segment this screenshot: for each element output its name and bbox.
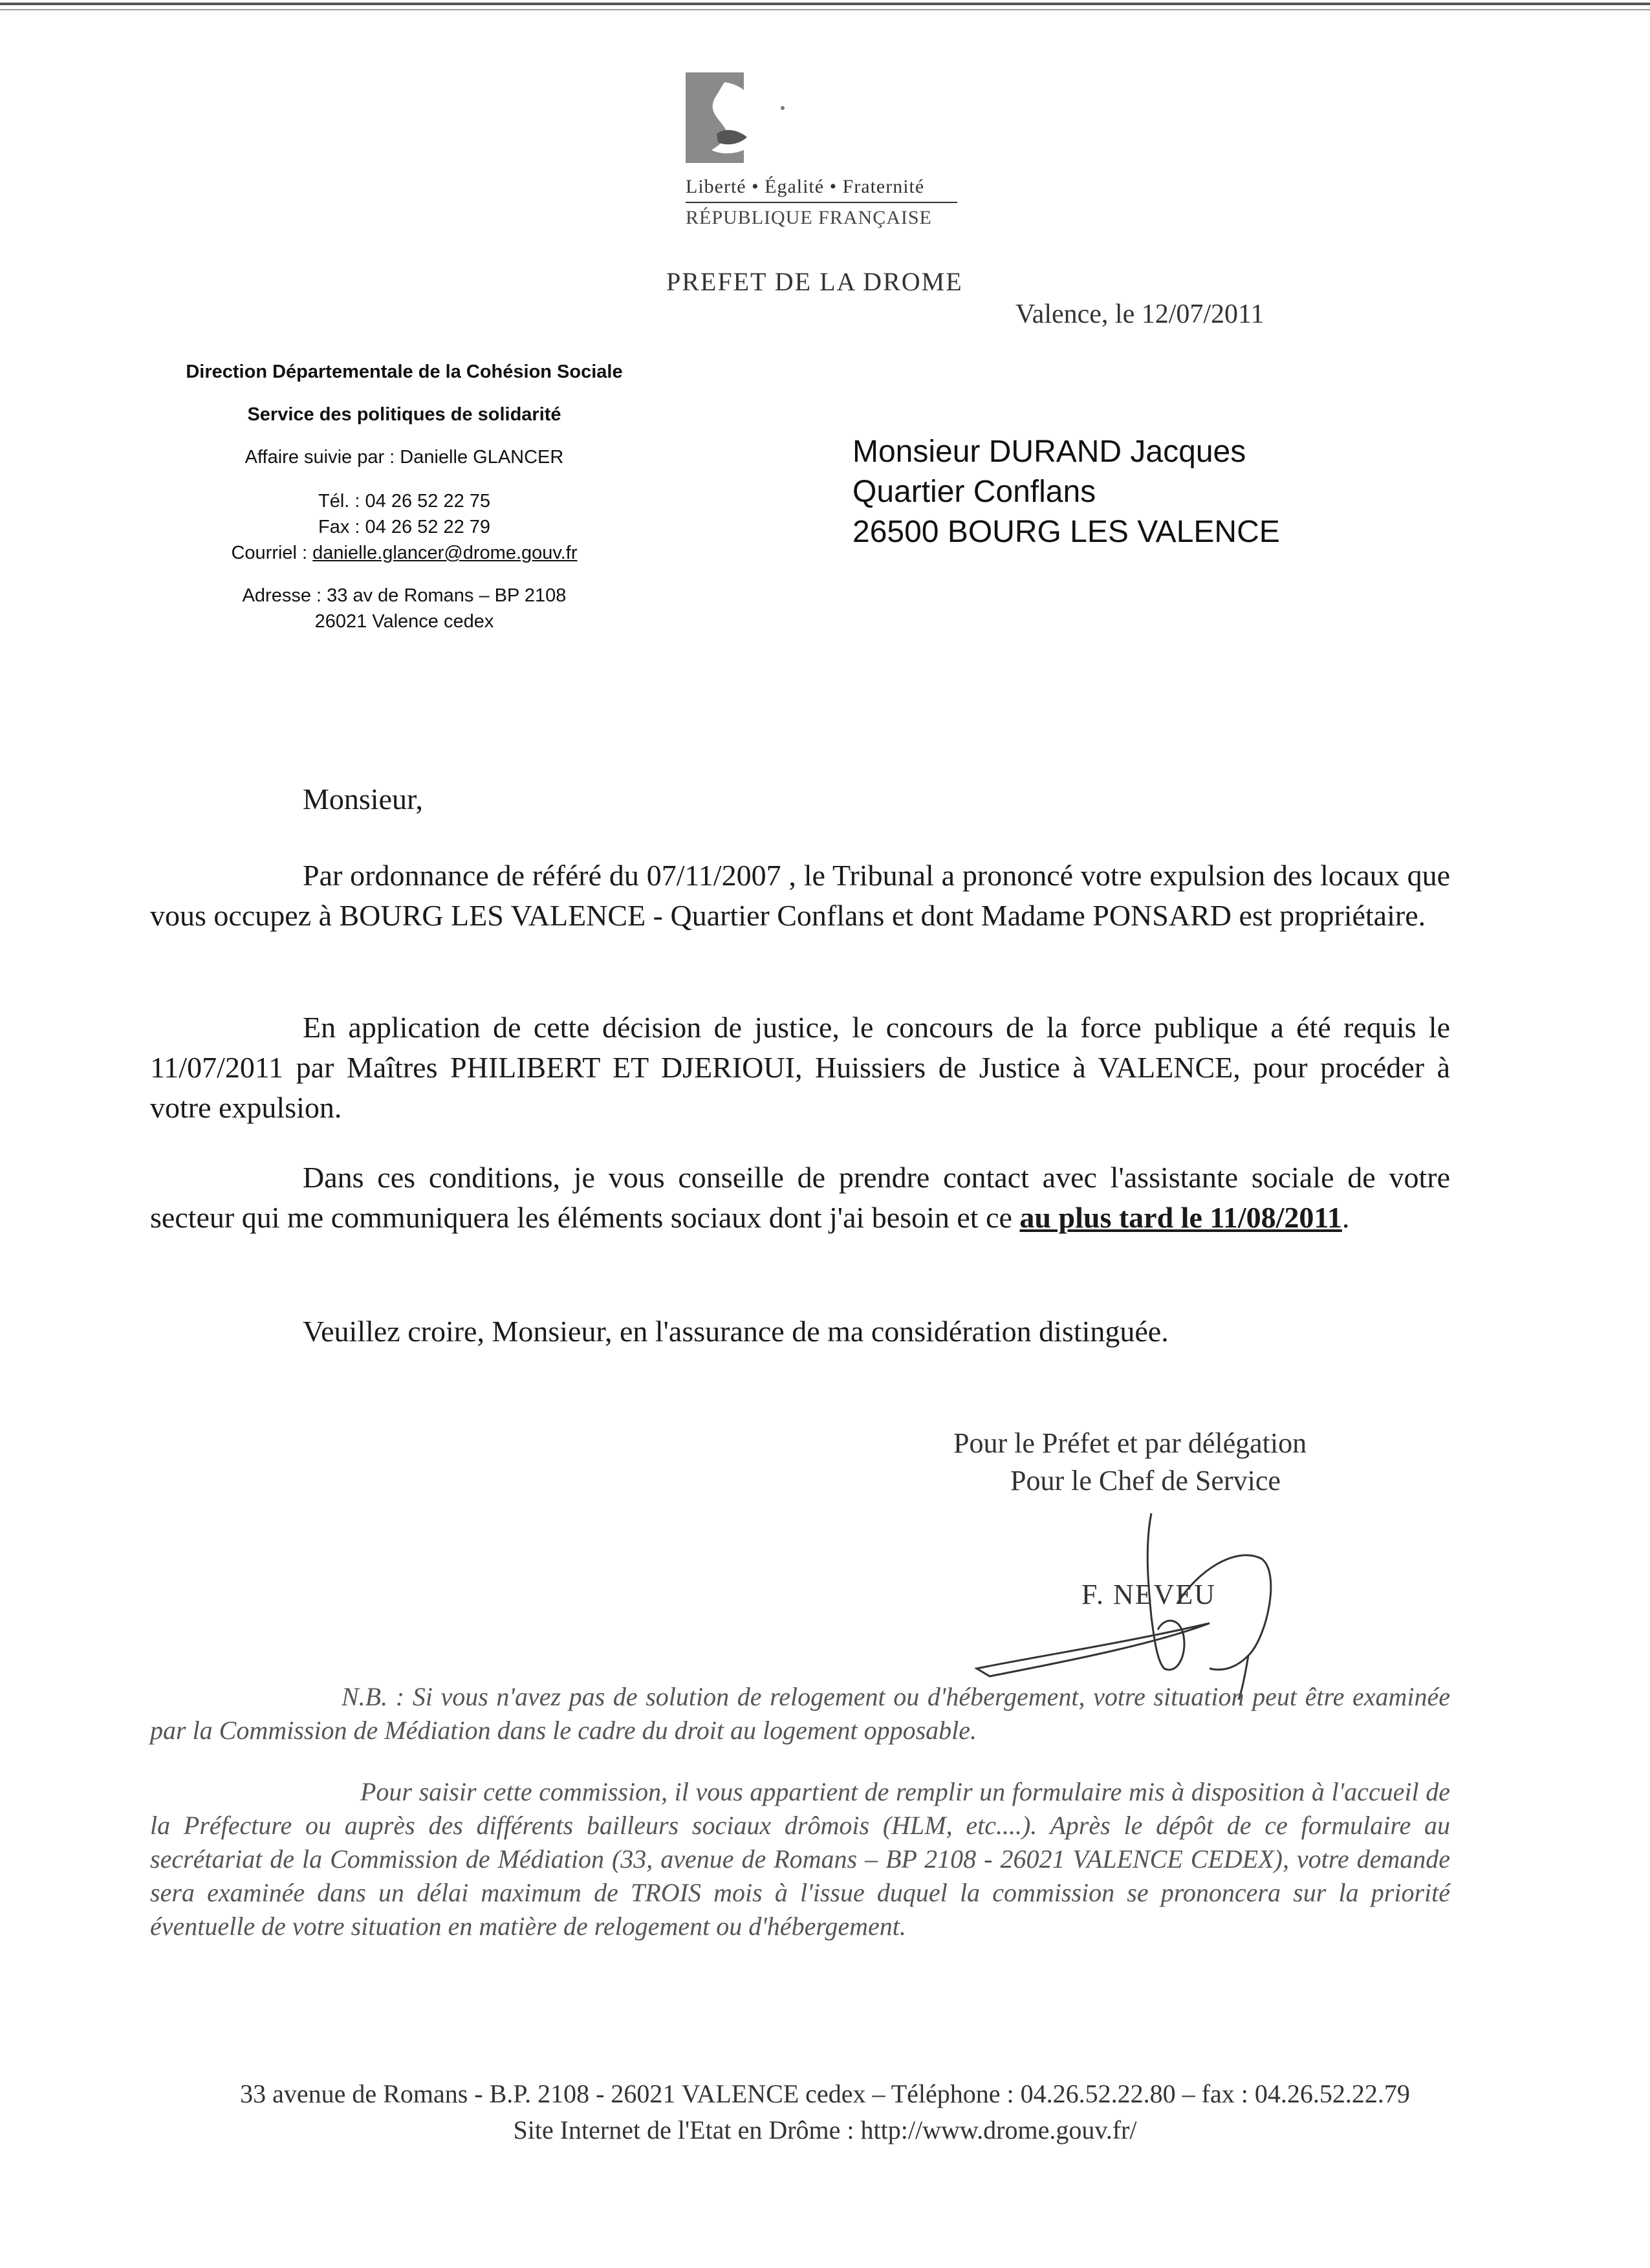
closing-formula: Veuillez croire, Monsieur, en l'assurance de ma considération distinguée. <box>303 1315 1169 1348</box>
signature-line2: Pour le Chef de Service <box>1010 1465 1281 1496</box>
footer-website: Site Internet de l'Etat en Drôme : http://www.drome.gouv.fr/ <box>513 2115 1137 2144</box>
recipient-name: Monsieur DURAND Jacques <box>852 435 1246 469</box>
sender-email-link[interactable]: danielle.glancer@drome.gouv.fr <box>312 543 578 563</box>
sender-email-line <box>168 540 640 566</box>
sender-contact <box>168 488 640 566</box>
top-scan-border-thin <box>0 9 1650 10</box>
marianne-logo <box>673 72 944 241</box>
sender-department: Direction Départementale de la Cohésion Sociale <box>186 362 623 382</box>
signature-block <box>906 1425 1423 1500</box>
sender-phone: Tél. : 04 26 52 22 75 <box>318 491 491 512</box>
prefecture-title: PREFET DE LA DROME <box>666 267 963 296</box>
paragraph-enforcement: En application de cette décision de justice, le concours de la force publique a été requis le 11/07/2011 par Maîtres PHILIBERT ET DJERIOUI, Huissiers de Justice à VALENCE, pour procéder à votre expulsion. <box>150 1011 1450 1124</box>
republic-motto: Liberté • Égalité • Fraternité <box>686 176 957 203</box>
signature-line1: Pour le Préfet et par délégation <box>953 1427 1307 1459</box>
letter-date: Valence, le 12/07/2011 <box>1015 299 1265 329</box>
marianne-emblem-icon <box>686 72 796 163</box>
sender-address <box>168 583 640 634</box>
sender-fax: Fax : 04 26 52 22 79 <box>318 517 491 537</box>
sender-block <box>168 359 640 634</box>
case-handler: Affaire suivie par : Danielle GLANCER <box>244 447 564 468</box>
recipient-block <box>852 432 1280 552</box>
sender-address-line2: 26021 Valence cedex <box>314 611 494 632</box>
email-label: Courriel : <box>231 543 313 563</box>
salutation: Monsieur, <box>303 783 423 815</box>
paragraph-social-worker-end: . <box>1341 1201 1350 1234</box>
footer <box>0 2076 1650 2148</box>
recipient-street: Quartier Conflans <box>852 475 1096 509</box>
sender-service: Service des politiques de solidarité <box>247 404 561 425</box>
footer-address: 33 avenue de Romans - B.P. 2108 - 26021 VALENCE cedex – Téléphone : 04.26.52.22.80 – fax : 04.26.52.22.79 <box>240 2079 1410 2108</box>
paragraph-social-worker-text: Dans ces conditions, je vous conseille de prendre contact avec l'assistante sociale de votre secteur qui me communiquera les éléments sociaux dont j'ai besoin et ce <box>150 1161 1450 1234</box>
sender-address-line1: Adresse : 33 av de Romans – BP 2108 <box>242 585 567 606</box>
paragraph-judgment: Par ordonnance de référé du 07/11/2007 , le Tribunal a prononcé votre expulsion des locaux que vous occupez à BOURG LES VALENCE - Quartier Conflans et dont Madame PONSARD est propriétaire. <box>150 859 1450 932</box>
republic-label: RÉPUBLIQUE FRANÇAISE <box>686 207 932 228</box>
top-scan-border <box>0 3 1650 5</box>
note-mediation: N.B. : Si vous n'avez pas de solution de relogement ou d'hébergement, votre situation peut être examinée par la Commission de Médiation dans le cadre du droit au logement opposable. <box>150 1682 1450 1745</box>
recipient-city: 26500 BOURG LES VALENCE <box>852 515 1280 549</box>
paragraph-social-worker <box>150 1158 1450 1238</box>
signatory-name: F. NEVEU <box>1081 1579 1217 1610</box>
note-procedure: Pour saisir cette commission, il vous appartient de remplir un formulaire mis à disposition à l'accueil de la Préfecture ou auprès des différents bailleurs sociaux drômois (HLM, etc....). Après le dépôt de ce formulaire au secrétariat de la Commission de Médiation (33, avenue de Romans – BP 2108 - 26021 VALENCE CEDEX), votre demande sera examinée dans un délai maximum de TROIS mois à l'issue duquel la commission se prononcera sur la priorité éventuelle de votre situation en matière de relogement ou d'hébergement. <box>150 1777 1450 1941</box>
deadline: au plus tard le 11/08/2011 <box>1019 1201 1342 1234</box>
